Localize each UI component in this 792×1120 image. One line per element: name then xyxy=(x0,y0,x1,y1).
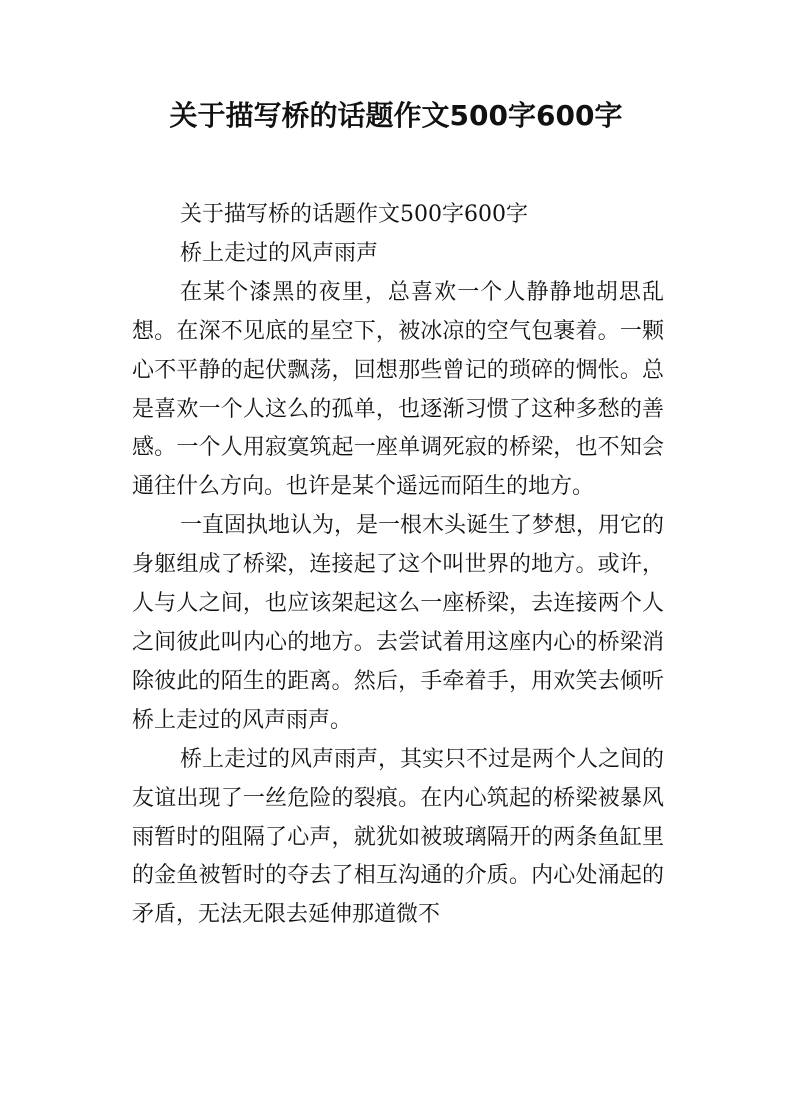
body-paragraph-1: 在某个漆黑的夜里，总喜欢一个人静静地胡思乱想。在深不见底的星空下，被冰凉的空气包裹着。一颗心不平静的起伏飘荡，回想那些曾记的琐碎的惆怅。总是喜欢一个人这么的孤单，也逐渐习惯了这种多愁的善感。一个人用寂寞筑起一座单调死寂的桥梁，也不知会通往什么方向。也许是某个遥远而陌生的地方。 xyxy=(132,279,664,500)
body-paragraph-2: 一直固执地认为，是一根木头诞生了梦想，用它的身躯组成了桥梁，连接起了这个叫世界的地方。或许，人与人之间，也应该架起这么一座桥梁，去连接两个人之间彼此叫内心的地方。去尝试着用这座内心的桥梁消除彼此的陌生的距离。然后，手牵着手，用欢笑去倾听桥上走过的风声雨声。 xyxy=(132,513,665,733)
body-paragraph-3: 桥上走过的风声雨声，其实只不过是两个人之间的友谊出现了一丝危险的裂痕。在内心筑起的桥梁被暴风雨暂时的阻隔了心声，就犹如被玻璃隔开的两条鱼缸里的金鱼被暂时的夺去了相互沟通的介质。内心处涌起的矛盾，无法无限去延伸那道微不 xyxy=(132,746,665,928)
document-body xyxy=(132,196,664,935)
heading-paragraph: 桥上走过的风声雨声 xyxy=(180,240,379,266)
subtitle-paragraph: 关于描写桥的话题作文500字600字 xyxy=(180,202,528,227)
document-title: 关于描写桥的话题作文500字600字 xyxy=(169,99,623,132)
